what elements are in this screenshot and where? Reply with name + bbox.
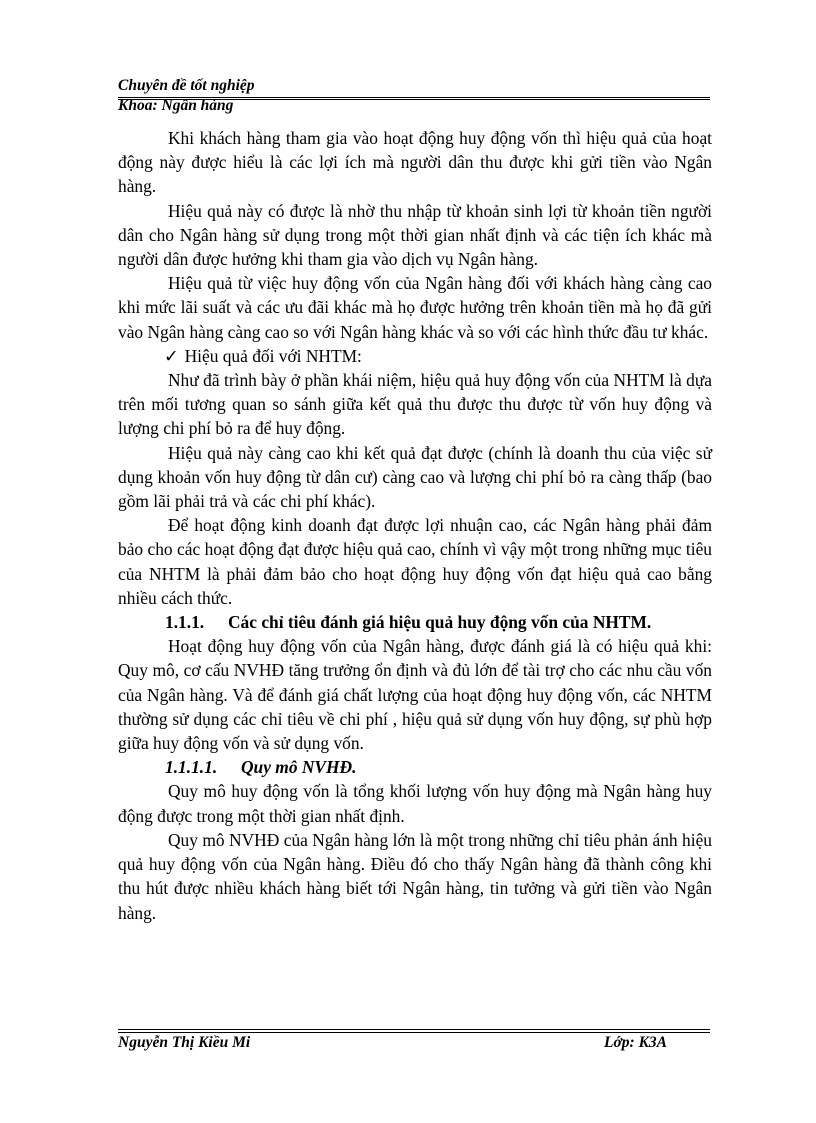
paragraph-1: Khi khách hàng tham gia vào hoạt động huy động vốn thì hiệu quả của hoạt động này được hiểu là các lợi ích mà người dân thu được khi gửi tiền vào Ngân hàng. (118, 128, 712, 197)
checkmark-icon: ✓ (164, 345, 179, 366)
header-faculty: Khoa: Ngân hàng (118, 97, 234, 114)
section-heading-1-1-1-1 (118, 755, 712, 779)
footer-author: Nguyễn Thị Kiều Mi (118, 1034, 251, 1051)
page-body (118, 126, 712, 925)
header-thesis-title: Chuyên đề tốt nghiệp (118, 77, 255, 94)
paragraph-6: Để hoạt động kinh doanh đạt được lợi nhuận cao, các Ngân hàng phải đảm bảo cho các hoạt động đạt được hiệu quả cao, chính vì vậy một trong những mục tiêu của NHTM là phải đảm bảo cho hoạt động huy động vốn đạt hiệu quả cao bằng nhiều cách thức. (118, 515, 712, 608)
subsection-number: 1.1.1.1. (165, 757, 218, 778)
footer-rule (118, 1029, 710, 1033)
section-heading-1-1-1 (118, 610, 712, 634)
footer-class: Lớp: K3A (604, 1034, 667, 1051)
paragraph-4: Như đã trình bày ở phần khái niệm, hiệu quả huy động vốn của NHTM là dựa trên mối tương quan so sánh giữa kết quả thu được thu được từ vốn huy động và lượng chi phí bỏ ra để huy động. (118, 370, 712, 439)
subsection-title: Quy mô NVHĐ. (241, 757, 357, 778)
paragraph-8: Quy mô huy động vốn là tổng khối lượng vốn huy động mà Ngân hàng huy động được trong một thời gian nhất định. (118, 781, 712, 826)
check-item-text: Hiệu quả đối với NHTM: (184, 345, 362, 366)
section-number: 1.1.1. (165, 612, 205, 633)
section-title: Các chỉ tiêu đánh giá hiệu quả huy động vốn của NHTM. (228, 612, 652, 633)
paragraph-9: Quy mô NVHĐ của Ngân hàng lớn là một trong những chỉ tiêu phản ánh hiệu quả huy động vốn của Ngân hàng. Điều đó cho thấy Ngân hàng đã thành công khi thu hút được nhiều khách hàng biết tới Ngân hàng, tin tưởng và gửi tiền vào Ngân hàng. (118, 829, 712, 923)
paragraph-2: Hiệu quả này có được là nhờ thu nhập từ khoản sinh lợi từ khoản tiền người dân cho Ngân hàng sử dụng trong một thời gian nhất định và các tiện ích khác mà người dân được hưởng khi tham gia vào dịch vụ Ngân hàng. (118, 200, 712, 270)
paragraph-3: Hiệu quả từ việc huy động vốn của Ngân hàng đối với khách hàng càng cao khi mức lãi suất và các ưu đãi khác mà họ được hưởng trên khoản tiền mà họ đã gửi vào Ngân hàng càng cao so với Ngân hàng khác và so với các hình thức đầu tư khác. (118, 273, 712, 342)
paragraph-7: Hoạt động huy động vốn của Ngân hàng, được đánh giá là có hiệu quả khi: Quy mô, cơ cấu NVHĐ tăng trưởng ổn định và đủ lớn để tài trợ cho các nhu cầu vốn của Ngân hàng. Và để đánh giá chất lượng của hoạt động huy động vốn, các NHTM thường sử dụng các chỉ tiêu về chi phí , hiệu quả sử dụng vốn huy động, sự phù hợp giữa huy động vốn và sử dụng vốn. (118, 636, 712, 754)
check-list-item (118, 344, 712, 368)
paragraph-5: Hiệu quả này càng cao khi kết quả đạt được (chính là doanh thu của việc sử dụng khoản vốn huy động từ dân cư) càng cao và lượng chi phí bỏ ra càng thấp (bao gồm lãi phải trả và các chi phí khác). (118, 442, 712, 512)
